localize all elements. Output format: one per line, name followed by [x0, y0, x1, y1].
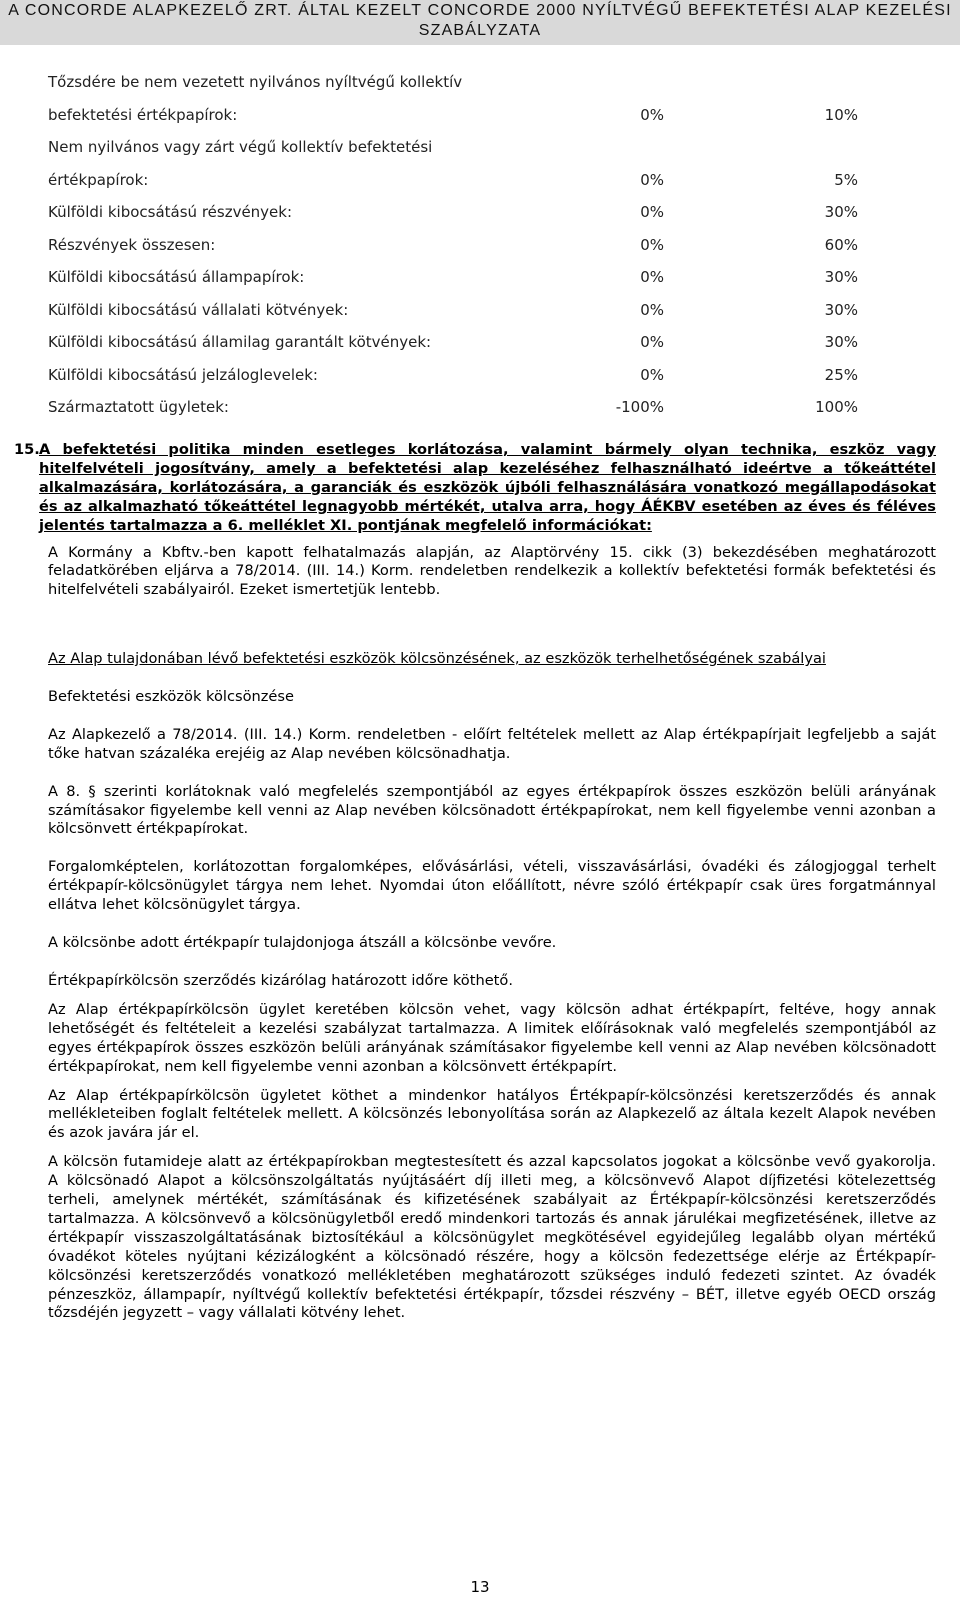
page-number: 13 — [470, 1578, 490, 1596]
row-min: 0% — [640, 268, 664, 286]
row-min: 0% — [640, 105, 664, 124]
section-15 — [14, 441, 936, 600]
row-label: Külföldi kibocsátású jelzáloglevelek: — [48, 365, 318, 384]
row-max: 5% — [834, 170, 858, 189]
paragraph: Forgalomképtelen, korlátozottan forgalomképes, elővásárlási, vételi, visszavásárlási, óvadéki és zálogjoggal terhelt értékpapír-kölcsönügylet tárgya nem lehet. Nyomdai úton előállított, névre szóló értékpapír csak üres forgatmánnyal ellátva lehet kölcsönügylet tárgya. — [48, 858, 936, 914]
table-row — [48, 137, 868, 170]
lending-rules — [48, 650, 936, 1323]
header-line-2: SZABÁLYZATA — [418, 22, 542, 39]
row-min: 0% — [640, 170, 664, 189]
paragraph: Az Alap értékpapírkölcsön ügyletet köthet a mindenkor hatályos Értékpapír-kölcsönzési keretszerződés és annak mellékleteiben foglalt feltételek mellett. A kölcsönzés lebonyolítása során az Alapkezelő az általa kezelt Alapok nevében és azok javára jár el. — [48, 1086, 936, 1142]
row-min: -100% — [615, 398, 664, 416]
row-label: Tőzsdére be nem vezetett nyilvános nyíltvégű kollektív — [48, 73, 463, 91]
row-min: 0% — [640, 235, 664, 254]
document-header — [0, 0, 960, 45]
table-row — [48, 202, 868, 235]
section-intro: A Kormány a Kbftv.-ben kapott felhatalmazás alapján, az Alaptörvény 15. cikk (3) bekezdésében meghatározott feladatkörében eljárva a 78/2014. (III. 14.) Korm. rendeletben rendelkezik a kollektív befektetési formák befektetési és hitelfelvételi szabályairól. Ezeket ismertetjük lentebb. — [48, 543, 936, 599]
row-min: 0% — [640, 300, 664, 319]
row-min: 0% — [640, 203, 664, 221]
row-max: 30% — [824, 203, 858, 221]
investment-limits-table — [48, 72, 868, 430]
table-row — [48, 332, 868, 365]
row-max: 10% — [824, 105, 858, 124]
lending-subheading: Befektetési eszközök kölcsönzése — [48, 687, 294, 705]
row-max: 60% — [824, 235, 858, 254]
table-row — [48, 235, 868, 268]
row-min: 0% — [640, 333, 664, 351]
row-label: Külföldi kibocsátású részvények: — [48, 203, 293, 221]
table-row — [48, 170, 868, 203]
row-max: 30% — [824, 300, 858, 319]
table-row — [48, 105, 868, 138]
row-max: 30% — [824, 268, 858, 286]
section-number: 15. — [14, 441, 40, 458]
row-max: 25% — [824, 365, 858, 384]
paragraph: A kölcsönbe adott értékpapír tulajdonjoga átszáll a kölcsönbe vevőre. — [48, 934, 557, 952]
paragraph: A kölcsön futamideje alatt az értékpapírokban megtestesített és azzal kapcsolatos jogokat a kölcsönbe vevő gyakorolja. A kölcsönadó Alapot a kölcsönszolgáltatás nyújtásáért díj illeti meg, a kölcsönvevő Alapot díjfizetési kötelezettség terheli, amelynek mértékét, számításának és kifizetésének szabályait az Értékpapír-kölcsönzési keretszerződés tartalmazza. A kölcsönvevő a kölcsönügyletből eredő mindenkori tartozás és annak járulékai megfizetésének, illetve az értékpapír visszaszolgáltatásának biztosítékául a kölcsönügylet megkötésével egyidejűleg legalább olyan mértékű óvadékot köteles nyújtani kézizálogként a kölcsönadó részére, hogy a kölcsön fedezettsége elérje az Értékpapír-kölcsönzési keretszerződés vonatkozó mellékletében meghatározott szükséges induló fedezeti szintet. Az óvadék pénzeszköz, állampapír, nyíltvégű kollektív befektetési értékpapír, tőzsdei részvény – BÉT, illetve egyéb OECD ország tőzsdéjén jegyzett – vagy vállalati kötvény lehet. — [48, 1153, 936, 1322]
paragraph: Értékpapírkölcsön szerződés kizárólag határozott időre köthető. — [48, 971, 513, 989]
table-row — [48, 300, 868, 333]
section-title: A befektetési politika minden esetleges korlátozása, valamint bármely olyan technika, eszköz vagy hitelfelvételi jogosítvány, amely a befektetési alap kezeléséhez felhasználható ideértve a tőkeáttétel alkalmazására, korlátozására, a garanciák és eszközök újbóli felhasználására vonatkozó megállapodásokat és az alkalmazható tőkeáttétel legnagyobb mértékét, utalva arra, hogy ÁÉKBV esetében az éves és féléves jelentés tartalmazza a 6. melléklet XI. pontjának megfelelő információkat: — [39, 441, 936, 534]
paragraph: Az Alapkezelő a 78/2014. (III. 14.) Korm. rendeletben - előírt feltételek mellett az Alap értékpapírjait legfeljebb a saját tőke hatvan százaléka erejéig az Alap nevében kölcsönadhatja. — [48, 725, 936, 762]
row-label: értékpapírok: — [48, 170, 149, 189]
row-label: Részvények összesen: — [48, 235, 216, 254]
table-row — [48, 365, 868, 398]
table-row — [48, 267, 868, 300]
header-line-1: A CONCORDE ALAPKEZELŐ ZRT. ÁLTAL KEZELT CONCORDE 2000 NYÍLTVÉGŰ BEFEKTETÉSI ALAP KEZELÉSI — [8, 2, 952, 19]
paragraph: Az Alap értékpapírkölcsön ügylet keretében kölcsön vehet, vagy kölcsön adhat értékpapírt, feltéve, hogy annak lehetőségét és feltételeit a kezelési szabályzat tartalmazza. A limitek előírásoknak való megfelelés szempontjából az egyes értékpapírok összes eszközön belüli arányának számításakor figyelembe kell venni az Alap nevében kölcsönadott értékpapírokat, nem kell figyelembe venni azonban a kölcsönvett értékpapírt. — [48, 1000, 936, 1075]
row-label: Nem nyilvános vagy zárt végű kollektív befektetési — [48, 138, 433, 156]
row-max: 30% — [824, 333, 858, 351]
row-label: Külföldi kibocsátású államilag garantált kötvények: — [48, 333, 432, 351]
lending-heading: Az Alap tulajdonában lévő befektetési eszközök kölcsönzésének, az eszközök terhelhetőségének szabályai — [48, 650, 826, 667]
row-min: 0% — [640, 365, 664, 384]
row-max: 100% — [815, 398, 858, 416]
row-label: Származtatott ügyletek: — [48, 398, 229, 416]
table-row — [48, 72, 868, 105]
paragraph: A 8. § szerinti korlátoknak való megfelelés szempontjából az egyes értékpapírok összes eszközön belüli arányának számításakor figyelembe kell venni az Alap nevében kölcsönadott értékpapírokat, nem kell figyelembe venni azonban a kölcsönvett értékpapírokat. — [48, 782, 936, 838]
table-row — [48, 397, 868, 430]
row-label: Külföldi kibocsátású vállalati kötvények: — [48, 300, 349, 319]
row-label: Külföldi kibocsátású állampapírok: — [48, 268, 305, 286]
row-label: befektetési értékpapírok: — [48, 105, 238, 124]
